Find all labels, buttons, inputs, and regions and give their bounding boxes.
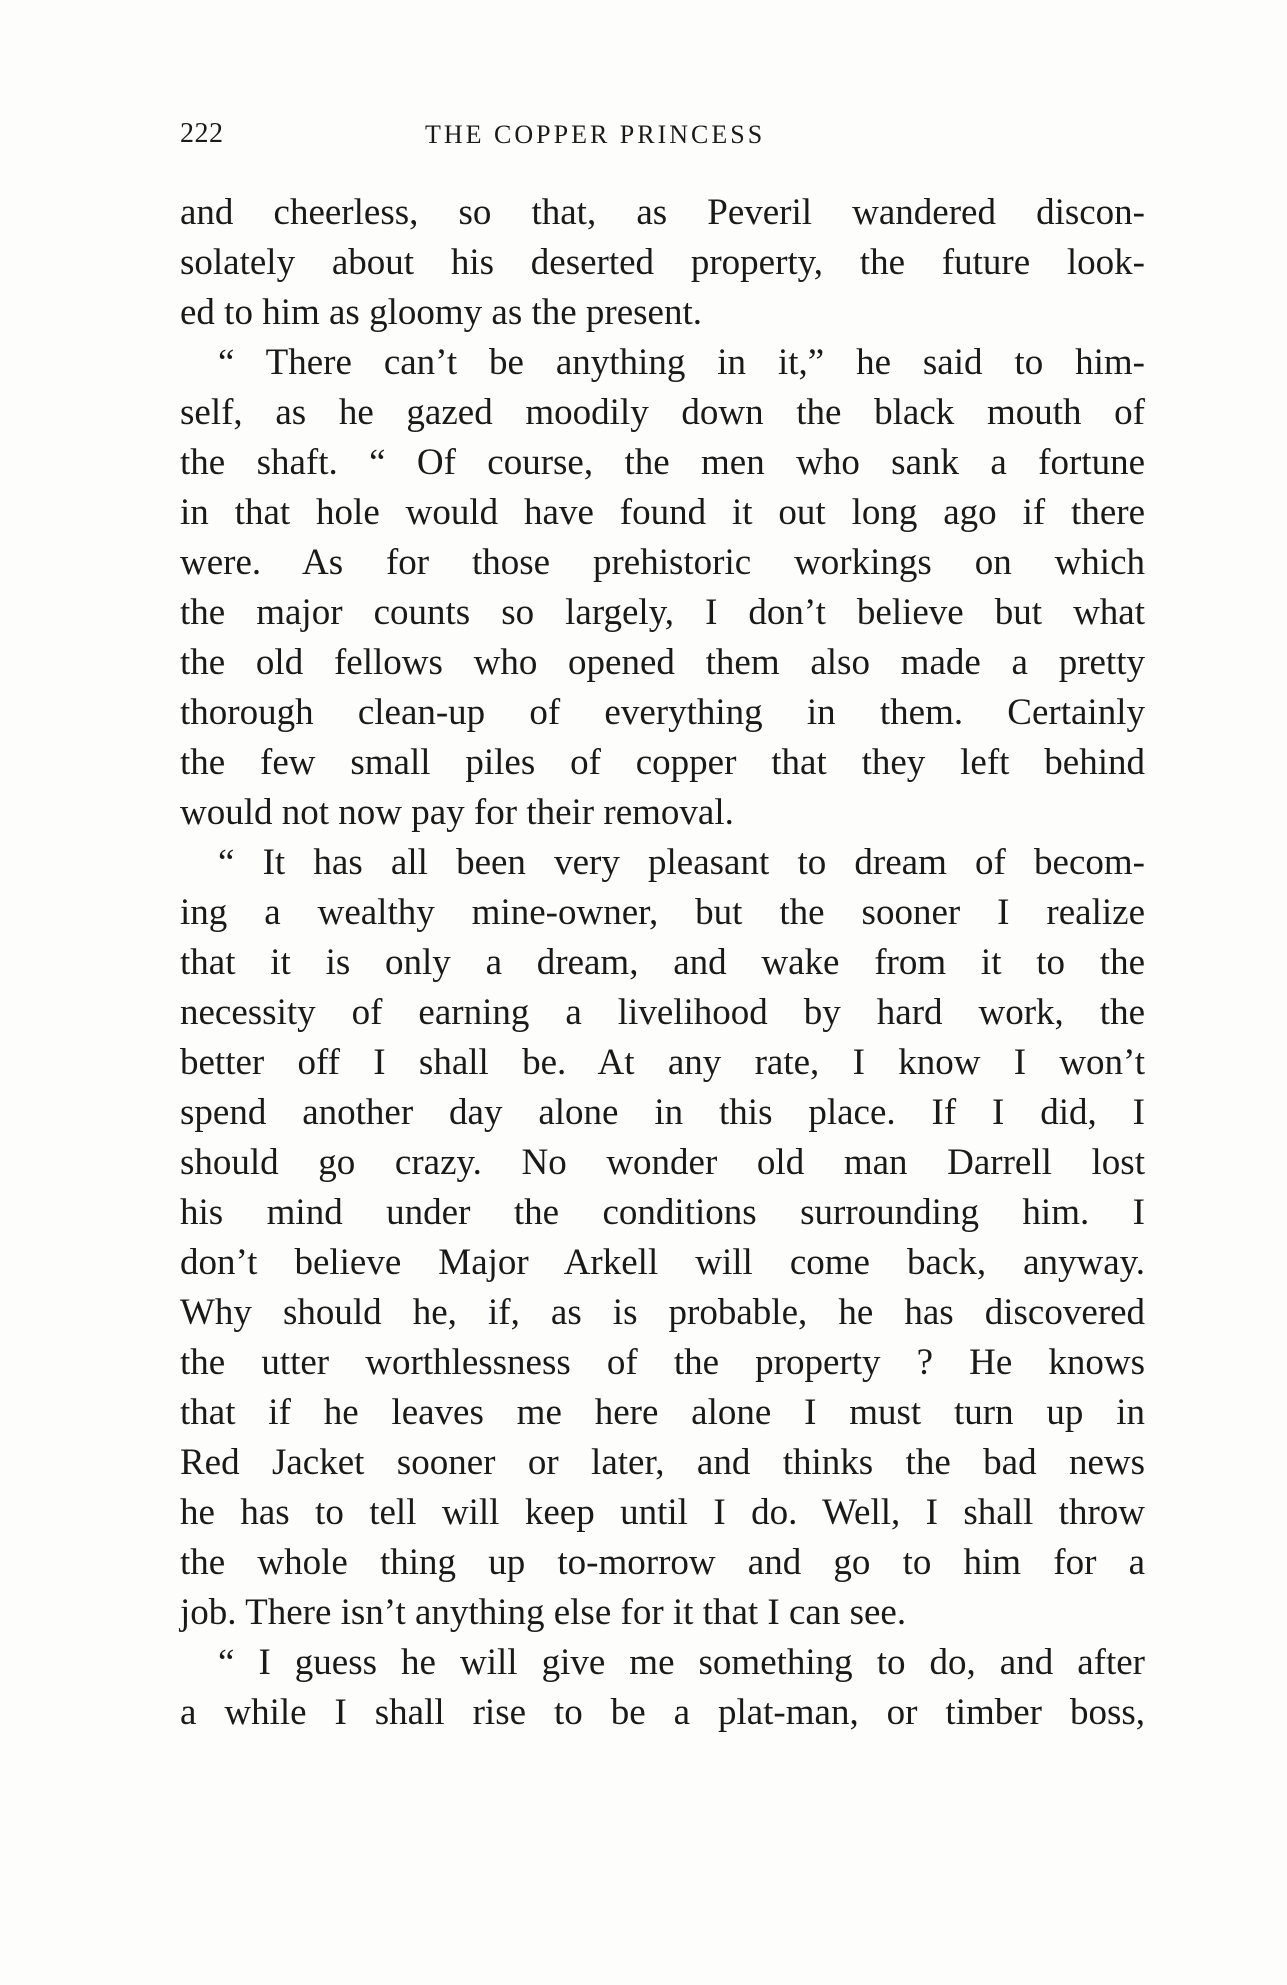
text-line: his mind under the conditions surrounding him. I <box>180 1192 1145 1233</box>
text-line: that if he leaves me here alone I must turn up in <box>180 1392 1145 1433</box>
text-line: solately about his deserted property, the future look- <box>180 242 1145 283</box>
text-line: better off I shall be. At any rate, I know I won’t <box>180 1042 1145 1083</box>
text-line: the utter worthlessness of the property ? He knows <box>180 1342 1145 1383</box>
text-line: thorough clean-up of everything in them. Certainly <box>180 692 1145 733</box>
text-line: he has to tell will keep until I do. Well, I shall throw <box>180 1492 1145 1533</box>
text-line: “ There can’t be anything in it,” he said to him- <box>218 342 1145 383</box>
text-line: were. As for those prehistoric workings on which <box>180 542 1145 583</box>
text-line: Red Jacket sooner or later, and thinks the bad news <box>180 1442 1145 1483</box>
text-line: don’t believe Major Arkell will come back, anyway. <box>180 1242 1145 1283</box>
text-line: “ I guess he will give me something to do, and after <box>218 1642 1145 1683</box>
text-line: would not now pay for their removal. <box>180 792 734 833</box>
running-title: THE COPPER PRINCESS <box>425 120 766 149</box>
text-line: the few small piles of copper that they left behind <box>180 742 1145 783</box>
text-line: ing a wealthy mine-owner, but the sooner I realize <box>180 892 1145 933</box>
body-text <box>180 188 1145 1738</box>
text-line: ed to him as gloomy as the present. <box>180 292 703 333</box>
text-line: job. There isn’t anything else for it that I can see. <box>180 1592 907 1633</box>
text-line: necessity of earning a livelihood by hard work, the <box>180 992 1145 1033</box>
running-head <box>180 118 1145 158</box>
text-line: “ It has all been very pleasant to dream of becom- <box>218 842 1145 883</box>
text-line: the old fellows who opened them also made a pretty <box>180 642 1145 683</box>
text-line: Why should he, if, as is probable, he has discovered <box>180 1292 1145 1333</box>
text-line: a while I shall rise to be a plat-man, or timber boss, <box>180 1692 1145 1733</box>
text-line: and cheerless, so that, as Peveril wandered discon- <box>180 192 1145 233</box>
text-line: the whole thing up to-morrow and go to him for a <box>180 1542 1145 1583</box>
text-line: that it is only a dream, and wake from it to the <box>180 942 1145 983</box>
text-line: in that hole would have found it out long ago if there <box>180 492 1145 533</box>
text-line: the shaft. “ Of course, the men who sank a fortune <box>180 442 1145 483</box>
text-line: should go crazy. No wonder old man Darrell lost <box>180 1142 1145 1183</box>
text-line: spend another day alone in this place. If I did, I <box>180 1092 1145 1133</box>
text-line: self, as he gazed moodily down the black mouth of <box>180 392 1145 433</box>
text-line: the major counts so largely, I don’t believe but what <box>180 592 1145 633</box>
page-number: 222 <box>180 118 224 149</box>
